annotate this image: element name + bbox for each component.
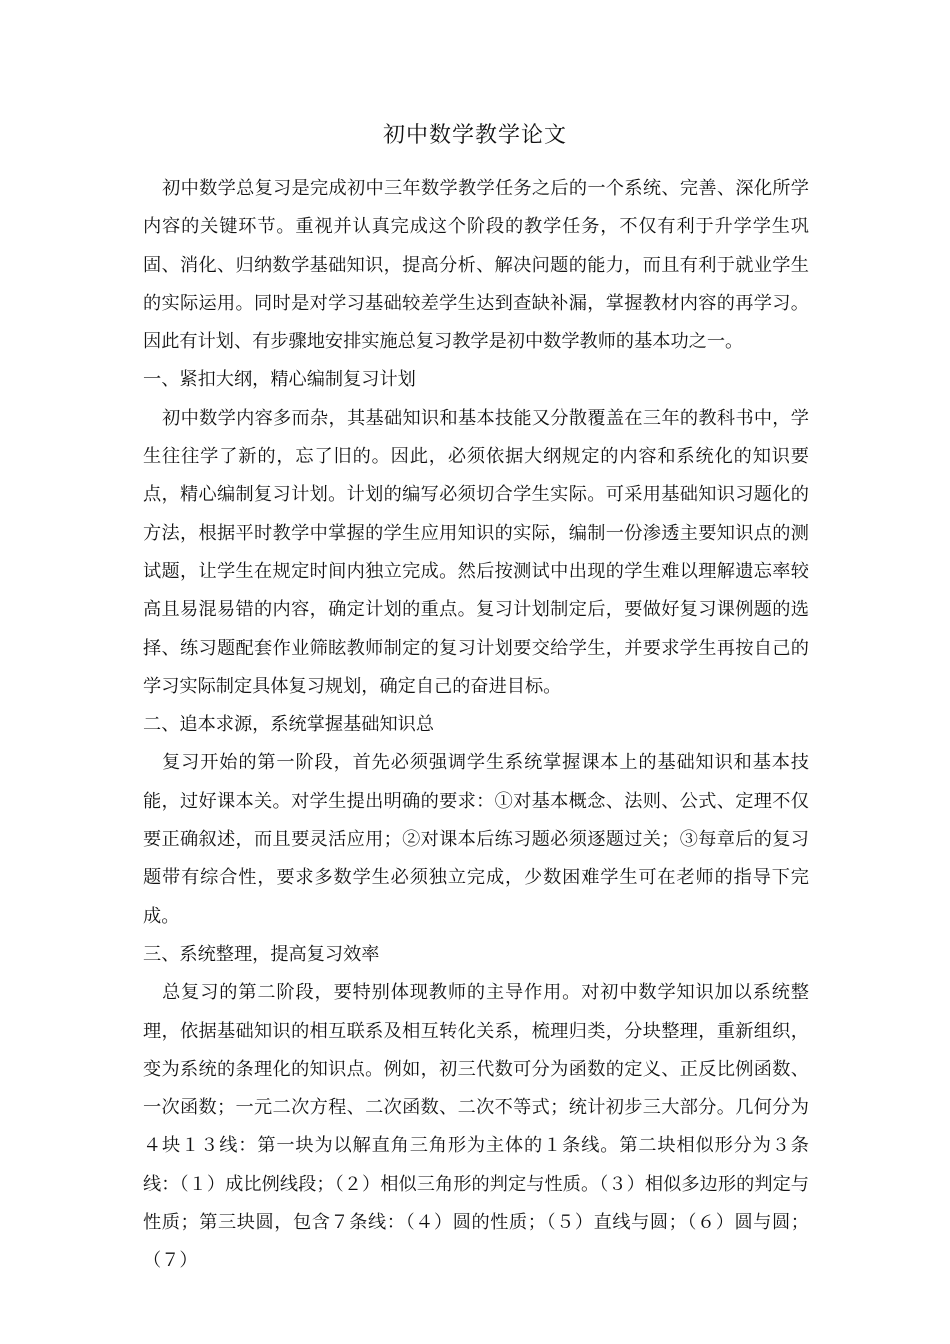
document-body <box>143 170 809 1281</box>
section-paragraph-1: 初中数学内容多而杂，其基础知识和基本技能又分散覆盖在三年的教科书中，学生往往学了新的，忘了旧的。因此，必须依据大纲规定的内容和系统化的知识要点，精心编制复习计划。计划的编写必须切合学生实际。可采用基础知识习题化的方法，根据平时教学中掌握的学生应用知识的实际，编制一份渗透主要知识点的测试题，让学生在规定时间内独立完成。然后按测试中出现的学生难以理解遗忘率较高且易混易错的内容，确定计划的重点。复习计划制定后，要做好复习课例题的选择、练习题配套作业筛眩教师制定的复习计划要交给学生，并要求学生再按自己的学习实际制定具体复习规划，确定自己的奋进目标。 <box>143 407 809 697</box>
section-heading-2: 二、追本求源，系统掌握基础知识总 <box>143 714 435 736</box>
section-heading-1: 一、紧扣大纲，精心编制复习计划 <box>143 369 416 391</box>
section-paragraph-2: 复习开始的第一阶段，首先必须强调学生系统掌握课本上的基础知识和基本技能，过好课本关。对学生提出明确的要求：①对基本概念、法则、公式、定理不仅要正确叙述，而且要灵活应用；②对课本后练习题必须逐题过关；③每章后的复习题带有综合性，要求多数学生必须独立完成，少数困难学生可在老师的指导下完成。 <box>143 752 809 927</box>
intro-paragraph: 初中数学总复习是完成初中三年数学教学任务之后的一个系统、完善、深化所学内容的关键环节。重视并认真完成这个阶段的教学任务，不仅有利于升学学生巩固、消化、归纳数学基础知识，提高分析、解决问题的能力，而且有利于就业学生的实际运用。同时是对学习基础较差学生达到查缺补漏，掌握教材内容的再学习。因此有计划、有步骤地安排实施总复习教学是初中数学教师的基本功之一。 <box>143 178 809 353</box>
section-paragraph-3: 总复习的第二阶段，要特别体现教师的主导作用。对初中数学知识加以系统整理，依据基础知识的相互联系及相互转化关系，梳理归类，分块整理，重新组织，变为系统的条理化的知识点。例如，初三代数可分为函数的定义、正反比例函数、一次函数；一元二次方程、二次函数、二次不等式；统计初步三大部分。几何分为４块１３线：第一块为以解直角三角形为主体的１条线。第二块相似形分为３条线：（１）成比例线段；（２）相似三角形的判定与性质。（３）相似多边形的判定与性质；第三块圆，包含７条线：（４）圆的性质；（５）直线与圆；（６）圆与圆；（７） <box>143 982 809 1272</box>
page-title: 初中数学教学论文 <box>382 123 567 148</box>
section-heading-3: 三、系统整理，提高复习效率 <box>143 943 380 965</box>
